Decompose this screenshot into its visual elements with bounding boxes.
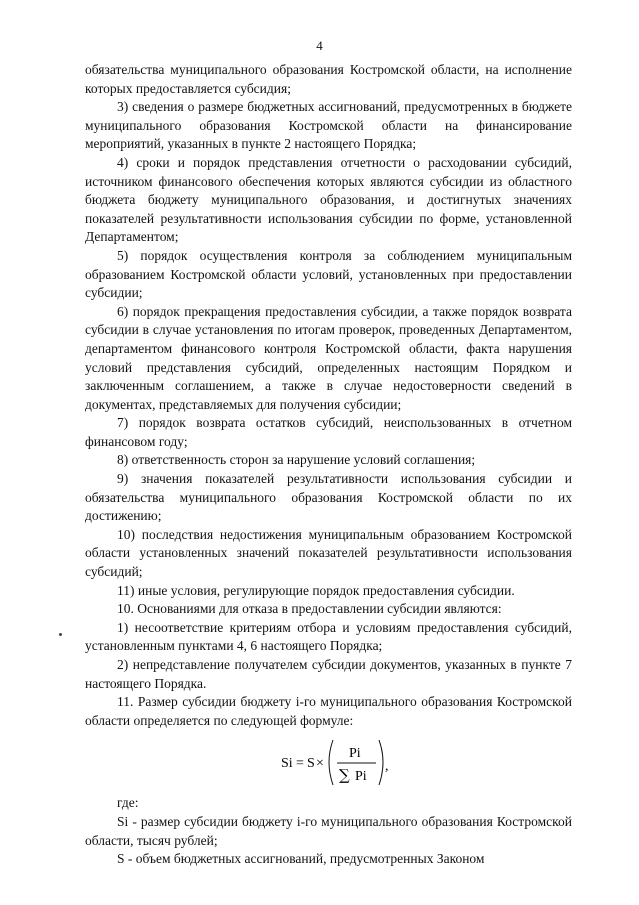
formula-right-paren [379,740,383,785]
formula-sum: ∑ [339,766,350,785]
paragraph: обязательства муниципального образования Костромской области, на исполнение которых предоставляется субсидия; [85,62,572,96]
paragraph: 10) последствия недостижения муниципальным образованием Костромской области установленных значений показателей результативности использования субсидий; [85,526,572,580]
formula-numerator: Pi [349,746,361,762]
paragraph: 11) иные условия, регулирующие порядок предоставления субсидии. [117,582,515,598]
paragraph: 8) ответственность сторон за нарушение условий соглашения; [117,452,476,468]
formula [85,730,572,794]
paragraph: 9) значения показателей результативности использования субсидии и обязательства муниципального образования Костромской области по их достижению; [85,471,572,524]
formula-svg [85,730,572,794]
formula-comma: , [385,759,389,775]
paragraphs-after-formula [85,794,572,868]
scan-mark [59,633,62,636]
paragraph: 10. Основаниями для отказа в предоставлении субсидии являются: [117,601,502,617]
page-number: 4 [316,38,323,53]
paragraph: 6) порядок прекращения предоставления субсидии, а также порядок возврата субсидии в случае установления по итогам проверок, проведенных Департаментом, департаментом финансового контроля Костромской области, факта нарушения условий представления субсидий, определенных настоящим Порядком и заключенным соглашением, а также в случае недостоверности сведений в документах, представляемых для получения субсидии; [85,303,572,412]
body-text [85,61,572,869]
paragraph: 1) несоответствие критериям отбора и условиям предоставления субсидий, установленным пунктами 4, 6 настоящего Порядка; [85,619,572,654]
formula-lhs: Si [281,756,293,772]
paragraph: 4) сроки и порядок представления отчетности о расходовании субсидий, источником финансового обеспечения которых являются субсидии из областного бюджета бюджету муниципального образования, и достигнутых значениях показателей результативности использования субсидии по форме, установленной Департаментом; [85,154,572,245]
paragraphs-before-formula [85,61,572,730]
formula-s: S [307,756,315,772]
paragraph: 11. Размер субсидии бюджету i-го муниципального образования Костромской области определяется по следующей формуле: [85,694,572,728]
paragraph: 3) сведения о размере бюджетных ассигнований, предусмотренных в бюджете муниципального образования Костромской области на финансирование мероприятий, указанных в пункте 2 настоящего Порядка; [85,99,572,152]
paragraph: Si - размер субсидии бюджету i-го муниципального образования Костромской области, тысяч рублей; [85,813,572,848]
paragraph: где: [117,795,139,811]
formula-left-paren [329,740,333,785]
paragraph: 2) непредставление получателем субсидии документов, указанных в пункте 7 настоящего Порядка. [85,657,572,691]
formula-denominator: Pi [355,769,367,785]
formula-equals: = [296,756,304,772]
formula-times: × [316,756,324,772]
paragraph: 5) порядок осуществления контроля за соблюдением муниципальным образованием Костромской области условий, установленных при предоставлении субсидии; [85,247,572,301]
paragraph: 7) порядок возврата остатков субсидий, неиспользованных в отчетном финансовом году; [85,415,572,449]
paragraph: S - объем бюджетных ассигнований, предусмотренных Законом [117,851,485,867]
